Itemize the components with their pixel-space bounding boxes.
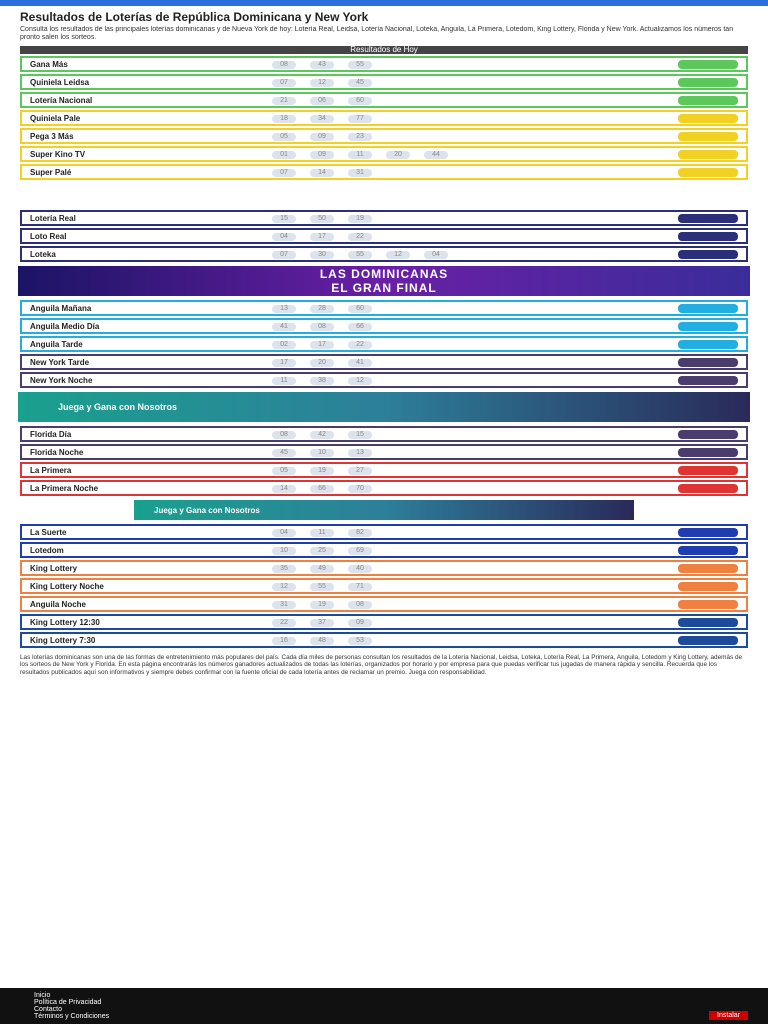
lottery-name: King Lottery xyxy=(30,563,78,573)
lottery-number-ball: 53 xyxy=(348,637,372,645)
lottery-logo-icon xyxy=(678,546,738,555)
lottery-card[interactable] xyxy=(20,596,748,612)
footer-link-contact[interactable]: Contacto xyxy=(34,1006,63,1013)
lottery-name: Lotería Nacional xyxy=(30,95,93,105)
lottery-number-ball: 09 xyxy=(310,133,334,141)
lottery-name: Anguila Tarde xyxy=(30,339,83,349)
lottery-number-ball: 13 xyxy=(348,449,372,457)
lottery-logo-icon xyxy=(678,114,738,123)
lottery-logo-icon xyxy=(678,132,738,141)
lottery-card[interactable] xyxy=(20,578,748,594)
lottery-card[interactable] xyxy=(20,560,748,576)
lottery-number-ball: 10 xyxy=(272,547,296,555)
lottery-number-ball: 45 xyxy=(348,79,372,87)
lottery-logo-icon xyxy=(678,484,738,493)
cards-group-e xyxy=(20,524,748,648)
lottery-number-ball: 12 xyxy=(272,583,296,591)
lottery-name: Anguila Mañana xyxy=(30,303,92,313)
lottery-number-ball: 05 xyxy=(272,133,296,141)
lottery-number-ball: 55 xyxy=(310,583,334,591)
lottery-numbers xyxy=(272,233,372,241)
lottery-name: La Primera Noche xyxy=(30,483,99,493)
lottery-name: King Lottery Noche xyxy=(30,581,104,591)
lottery-card[interactable] xyxy=(20,92,748,108)
lottery-name: Loteka xyxy=(30,249,56,259)
install-button[interactable]: Instalar xyxy=(709,1011,748,1020)
footer-link-home[interactable]: Inicio xyxy=(34,992,51,999)
lottery-card[interactable] xyxy=(20,524,748,540)
lottery-number-ball: 19 xyxy=(310,467,334,475)
lottery-logo-icon xyxy=(678,618,738,627)
lottery-name: Quiniela Pale xyxy=(30,113,81,123)
lottery-numbers xyxy=(272,619,372,627)
cards-group-b xyxy=(20,210,748,262)
lottery-numbers xyxy=(272,79,372,87)
lottery-card[interactable] xyxy=(20,56,748,72)
lottery-card[interactable] xyxy=(20,210,748,226)
lottery-number-ball: 14 xyxy=(310,169,334,177)
lottery-numbers xyxy=(272,323,372,331)
lottery-name: New York Tarde xyxy=(30,357,90,367)
lottery-number-ball: 48 xyxy=(310,637,334,645)
lottery-name: La Suerte xyxy=(30,527,67,537)
lottery-number-ball: 40 xyxy=(348,565,372,573)
lottery-number-ball: 10 xyxy=(310,449,334,457)
top-bar xyxy=(0,0,768,6)
promo-banner-dominicanas[interactable] xyxy=(18,266,750,296)
lottery-name: Loto Real xyxy=(30,231,67,241)
lottery-number-ball: 22 xyxy=(348,341,372,349)
lottery-logo-icon xyxy=(678,322,738,331)
lottery-number-ball: 05 xyxy=(272,467,296,475)
lottery-logo-icon xyxy=(678,376,738,385)
lottery-name: Florida Noche xyxy=(30,447,84,457)
cards-group-a xyxy=(20,56,748,180)
lottery-logo-icon xyxy=(678,214,738,223)
lottery-numbers xyxy=(272,529,372,537)
lottery-number-ball: 42 xyxy=(310,431,334,439)
lottery-name: Florida Día xyxy=(30,429,72,439)
lottery-number-ball: 25 xyxy=(310,547,334,555)
lottery-number-ball: 08 xyxy=(348,601,372,609)
lottery-numbers xyxy=(272,215,372,223)
lottery-card[interactable] xyxy=(20,228,748,244)
lottery-number-ball: 07 xyxy=(272,79,296,87)
lottery-number-ball: 09 xyxy=(348,619,372,627)
lottery-card[interactable] xyxy=(20,110,748,126)
lottery-number-ball: 11 xyxy=(272,377,296,385)
lottery-number-ball: 09 xyxy=(310,151,334,159)
lottery-logo-icon xyxy=(678,528,738,537)
lottery-number-ball: 55 xyxy=(348,251,372,259)
lottery-numbers xyxy=(272,61,372,69)
lottery-number-ball: 66 xyxy=(348,323,372,331)
lottery-numbers xyxy=(272,377,372,385)
lottery-numbers xyxy=(272,565,372,573)
lottery-number-ball: 13 xyxy=(272,305,296,313)
lottery-number-ball: 16 xyxy=(272,637,296,645)
lottery-logo-icon xyxy=(678,150,738,159)
lottery-number-ball: 01 xyxy=(272,151,296,159)
lottery-number-ball: 11 xyxy=(310,529,334,537)
lottery-numbers xyxy=(272,449,372,457)
footer-link-privacy[interactable]: Política de Privacidad xyxy=(34,999,102,1006)
lottery-number-ball: 04 xyxy=(272,233,296,241)
lottery-numbers xyxy=(272,151,448,159)
lottery-number-ball: 20 xyxy=(386,151,410,159)
lottery-number-ball: 17 xyxy=(310,341,334,349)
lottery-logo-icon xyxy=(678,430,738,439)
lottery-number-ball: 08 xyxy=(310,323,334,331)
lottery-number-ball: 31 xyxy=(348,169,372,177)
lottery-name: Lotería Real xyxy=(30,213,76,223)
lottery-numbers xyxy=(272,169,372,177)
lottery-name: Super Kino TV xyxy=(30,149,86,159)
lottery-numbers xyxy=(272,115,372,123)
lottery-card[interactable] xyxy=(20,614,748,630)
lottery-name: King Lottery 12:30 xyxy=(30,617,100,627)
lottery-number-ball: 28 xyxy=(310,305,334,313)
lottery-number-ball: 60 xyxy=(348,97,372,105)
article-text: Las loterías dominicanas son una de las formas de entretenimiento más populares del país. Cada día miles de personas consultan los resultados de la Lotería Nacional, Leidsa, Loteka, Lotería Real, La Primera, Anguila, Lotedom y King Lottery, además de los sorteos de New York y Florida. En esta página encontrarás los números ganadores actualizados de todas las loterías, organizados por horario y por empresa para que puedas verificar tus jugadas de manera rápida y sencilla. Recuerda que los resultados publicados aquí son informativos y siempre debes confirmar con la fuente oficial de cada lotería antes de reclamar un premio. Juega con responsabilidad. xyxy=(20,654,743,676)
lottery-number-ball: 66 xyxy=(310,485,334,493)
lottery-name: Quiniela Leidsa xyxy=(30,77,90,87)
intro-text: Consulta los resultados de las principales loterías dominicanas y de Nueva York de hoy: Lotería Real, Leidsa, Lotería Nacional, Loteka, Anguila, La Primera, Lotedom, King Lottery, Florida y New York. Actualizamos los números tan pronto salen los sorteos. xyxy=(20,26,734,41)
lottery-number-ball: 44 xyxy=(424,151,448,159)
lottery-card[interactable] xyxy=(20,462,748,478)
lottery-numbers xyxy=(272,97,372,105)
lottery-logo-icon xyxy=(678,232,738,241)
section-bar: Resultados de Hoy xyxy=(20,46,748,54)
lottery-number-ball: 38 xyxy=(310,377,334,385)
lottery-logo-icon xyxy=(678,600,738,609)
lottery-number-ball: 14 xyxy=(272,485,296,493)
lottery-card[interactable] xyxy=(20,246,748,262)
lottery-logo-icon xyxy=(678,636,738,645)
lottery-numbers xyxy=(272,583,372,591)
lottery-number-ball: 18 xyxy=(272,115,296,123)
lottery-card[interactable] xyxy=(20,426,748,442)
lottery-number-ball: 06 xyxy=(310,97,334,105)
lottery-number-ball: 17 xyxy=(272,359,296,367)
lottery-number-ball: 41 xyxy=(272,323,296,331)
lottery-number-ball: 43 xyxy=(310,61,334,69)
lottery-name: Lotedom xyxy=(30,545,64,555)
lottery-name: Anguila Medio Día xyxy=(30,321,100,331)
banner-line-1: LAS DOMINICANAS xyxy=(319,267,449,281)
lottery-logo-icon xyxy=(678,250,738,259)
lottery-number-ball: 71 xyxy=(348,583,372,591)
lottery-card[interactable] xyxy=(20,372,748,388)
lottery-number-ball: 04 xyxy=(272,529,296,537)
banner-line-2: EL GRAN FINAL xyxy=(331,281,437,295)
lottery-card[interactable] xyxy=(20,128,748,144)
lottery-name: La Primera xyxy=(30,465,72,475)
lottery-card[interactable] xyxy=(20,164,748,180)
lottery-numbers xyxy=(272,637,372,645)
lottery-number-ball: 19 xyxy=(310,601,334,609)
lottery-number-ball: 34 xyxy=(310,115,334,123)
lottery-number-ball: 49 xyxy=(310,565,334,573)
lottery-name: King Lottery 7:30 xyxy=(30,635,96,645)
lottery-card[interactable] xyxy=(20,354,748,370)
lottery-number-ball: 12 xyxy=(310,79,334,87)
lottery-number-ball: 55 xyxy=(348,61,372,69)
lottery-numbers xyxy=(272,359,372,367)
footer xyxy=(0,988,768,1024)
lottery-card[interactable] xyxy=(20,336,748,352)
lottery-number-ball: 12 xyxy=(348,377,372,385)
lottery-logo-icon xyxy=(678,96,738,105)
lottery-number-ball: 77 xyxy=(348,115,372,123)
lottery-number-ball: 70 xyxy=(348,485,372,493)
lottery-name: Anguila Noche xyxy=(30,599,87,609)
lottery-number-ball: 08 xyxy=(272,61,296,69)
lottery-number-ball: 02 xyxy=(272,341,296,349)
lottery-number-ball: 69 xyxy=(348,547,372,555)
lottery-number-ball: 11 xyxy=(348,151,372,159)
lottery-card[interactable] xyxy=(20,146,748,162)
lottery-number-ball: 37 xyxy=(310,619,334,627)
lottery-number-ball: 07 xyxy=(272,169,296,177)
lottery-number-ball: 23 xyxy=(348,133,372,141)
lottery-number-ball: 07 xyxy=(272,251,296,259)
lottery-card[interactable] xyxy=(20,480,748,496)
page-title: Resultados de Loterías de República Dominicana y New York xyxy=(20,10,369,24)
lottery-number-ball: 15 xyxy=(272,215,296,223)
lottery-number-ball: 15 xyxy=(348,431,372,439)
lottery-numbers xyxy=(272,485,372,493)
lottery-name: Super Palé xyxy=(30,167,72,177)
lottery-card[interactable] xyxy=(20,318,748,334)
lottery-numbers xyxy=(272,467,372,475)
lottery-logo-icon xyxy=(678,60,738,69)
lottery-card[interactable] xyxy=(20,74,748,90)
footer-link-terms[interactable]: Términos y Condiciones xyxy=(34,1013,110,1020)
lottery-logo-icon xyxy=(678,340,738,349)
lottery-number-ball: 27 xyxy=(348,467,372,475)
lottery-number-ball: 20 xyxy=(310,359,334,367)
lottery-name: New York Noche xyxy=(30,375,93,385)
lottery-number-ball: 60 xyxy=(348,305,372,313)
lottery-number-ball: 19 xyxy=(348,215,372,223)
lottery-logo-icon xyxy=(678,448,738,457)
lottery-numbers xyxy=(272,133,372,141)
lottery-numbers xyxy=(272,341,372,349)
lottery-card[interactable] xyxy=(20,444,748,460)
lottery-name: Gana Más xyxy=(30,59,68,69)
lottery-number-ball: 22 xyxy=(272,619,296,627)
lottery-logo-icon xyxy=(678,564,738,573)
lottery-numbers xyxy=(272,601,372,609)
lottery-logo-icon xyxy=(678,78,738,87)
lottery-logo-icon xyxy=(678,466,738,475)
lottery-card[interactable] xyxy=(20,300,748,316)
lottery-number-ball: 45 xyxy=(272,449,296,457)
lottery-logo-icon xyxy=(678,582,738,591)
lottery-number-ball: 30 xyxy=(310,251,334,259)
lottery-logo-icon xyxy=(678,168,738,177)
lottery-number-ball: 21 xyxy=(272,97,296,105)
lottery-number-ball: 82 xyxy=(348,529,372,537)
lottery-number-ball: 22 xyxy=(348,233,372,241)
lottery-number-ball: 31 xyxy=(272,601,296,609)
promo-banner-green[interactable]: Juega y Gana con Nosotros xyxy=(18,392,750,422)
lottery-number-ball: 12 xyxy=(386,251,410,259)
lottery-numbers xyxy=(272,547,372,555)
lottery-number-ball: 08 xyxy=(272,431,296,439)
lottery-numbers xyxy=(272,251,448,259)
lottery-logo-icon xyxy=(678,358,738,367)
lottery-card[interactable] xyxy=(20,632,748,648)
lottery-number-ball: 50 xyxy=(310,215,334,223)
cards-group-d xyxy=(20,426,748,496)
lottery-numbers xyxy=(272,305,372,313)
lottery-number-ball: 17 xyxy=(310,233,334,241)
lottery-numbers xyxy=(272,431,372,439)
lottery-number-ball: 41 xyxy=(348,359,372,367)
lottery-number-ball: 04 xyxy=(424,251,448,259)
lottery-number-ball: 35 xyxy=(272,565,296,573)
cards-group-c xyxy=(20,300,748,388)
promo-banner-small[interactable]: Juega y Gana con Nosotros xyxy=(134,500,634,520)
lottery-logo-icon xyxy=(678,304,738,313)
lottery-card[interactable] xyxy=(20,542,748,558)
lottery-name: Pega 3 Más xyxy=(30,131,74,141)
